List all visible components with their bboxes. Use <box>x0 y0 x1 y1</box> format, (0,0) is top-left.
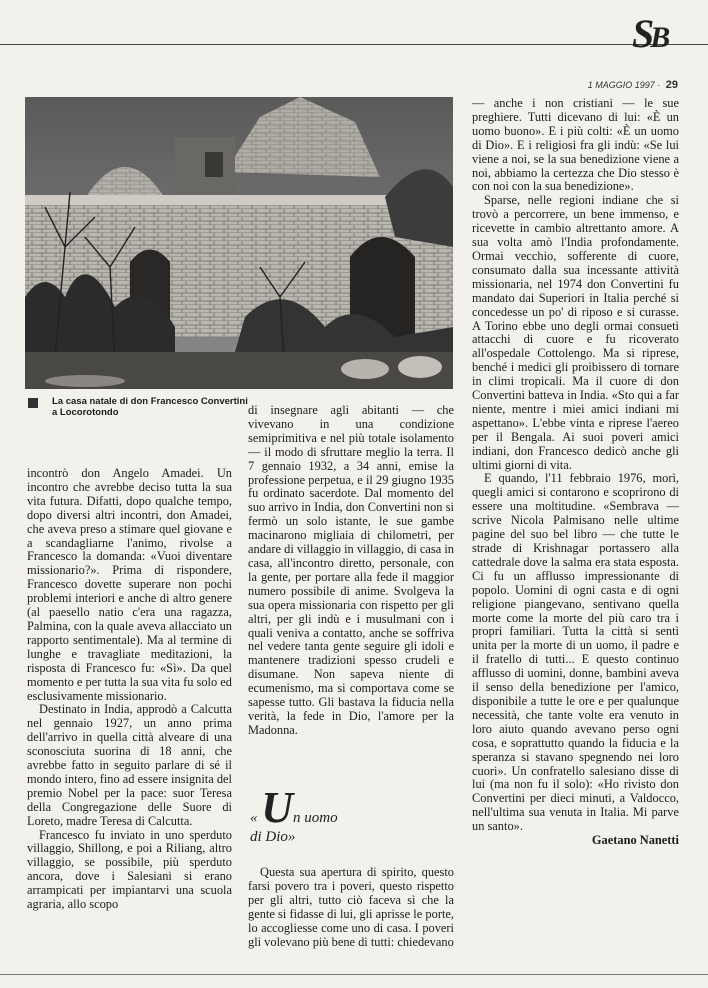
paragraph: incontrò don Angelo Amadei. Un incontro che avrebbe deciso tutta la sua vita futura. Difatti, dopo qualche tempo, dopo diversi altri incontri, don Amadei, che aveva preso a stimare quel giovane e a scandagliarne l'animo, rivolse a Francesco la domanda: «Vuoi diventare missionario?». Prima di rispondere, Francesco dovette superare non pochi problemi interiori e anche di altro genere (al paesello natio c'era una ragazza, Palmina, con la quale aveva allacciato un rapporto sentimentale). Ma al termine di lunghe e travagliate meditazioni, la risposta di Francesco fu: «Sì». Da quel momento e per tutta la sua vita fu solo ed esclusivamente missionario. <box>27 466 232 703</box>
article-column-1 <box>27 467 232 912</box>
article-column-2-bottom <box>248 866 454 949</box>
photo-caption: La casa natale di don Francesco Convertini a Locorotondo <box>52 396 248 418</box>
author-signature: Gaetano Nanetti <box>591 833 679 848</box>
page-number: 29 <box>665 79 678 91</box>
paragraph: Sparse, nelle regioni indiane che si trovò a percorrere, un bene immenso, e ricevette in cambio altrettanto amore. A sua volta amò l'India profondamente. Ormai vecchio, sofferente di cuore, consumato dalla sua incessante attività missionaria, nel 1974 don Convertini fu mandato dai Superiori in Italia perché si concedesse un po' di riposo e si curasse. A Torino ebbe uno degli ormai consueti attacchi di cuore e fu ricoverato all'ospedale Cottolengo. Ma si riprese, benché i medici gli proibissero di tornare in climi tropicali. Ma il cuore di don Convertini batteva in India. «Sto qui a far niente, mentre i miei amici indiani mi aspettano». L'ebbe vinta e riprese l'aereo per il Bengala. Ai suoi poveri amici indiani, don Francesco dedicò anche gli ultimi giorni di vita. <box>472 193 679 472</box>
paragraph: di insegnare agli abitanti — che vivevano in una condizione semiprimitiva e nel più totale isolamento — il modo di sfruttare meglio la terra. Il 7 gennaio 1932, a 34 anni, emise la professione perpetua, e il 29 giugno 1935 fu ordinato sacerdote. Dal momento del suo arrivo in India, don Convertini non si fermò un solo istante, le sue gambe macinarono migliaia di chilometri, per andare di villaggio in villaggio, di casa in casa, all'incontro diretto, personale, con la gente, per portare alla fede il maggior numero possibile di anime. Svolgeva la sua opera missionaria con rispetto per gli altri, per gli indù e i musulmani con i quali veniva a contatto, anche se soffriva nel vedere tanta gente seguire gli idoli e mantenere tradizioni spesso crudeli e disumane. Non sapeva niente di ecumenismo, ma si comportava come se sapesse tutto. Gli bastava la fiducia nella verità, la fede in Dio, l'amore per la Madonna. <box>248 403 454 737</box>
paragraph: E quando, l'11 febbraio 1976, morì, quegli amici si contarono e scoprirono di essere una moltitudine. «Sembrava — scrive Nicola Palmisano nelle ultime pagine del suo bel libro — che tutte le strade di Krishnagar portassero alla cattedrale dove la salma era stata esposta. Ci fu un afflusso impressionante di popolo. Uomini di ogni casta e di ogni religione piangevano, sentivano quella morte come la morte del più caro tra i propri familiari. Tutta la città si sentì unita per la morte di un uomo, il padre e il fratello di tutti... E questo continuo afflusso di uomini, donne, bambini aveva il senso della benedizione per l'amico, disponibile a tutte le ore e per qualunque necessità, che tante volte era venuto in loro aiuto quando avevano perso ogni cosa, e soprattutto quando la fiducia e la speranza si stavano spegnendo nei loro cuori». Un confratello salesiano disse di lui (ma non fu il solo): «Ho rivisto don Convertini per dieci minuti, a Valdocco, nell'ultima sua venuta in Italia. Mi parve un santo». <box>472 471 679 834</box>
paragraph: Francesco fu inviato in uno sperduto villaggio, Shillong, e poi a Riliang, altro villaggio, se possibile, più sperduto ancora, dove i Salesiani si erano arrampicati per impiantarvi una scuola agraria, allo scopo <box>27 827 232 912</box>
magazine-logo: SB <box>632 11 667 56</box>
dateline: 1 MAGGIO 1997 · 29 <box>587 79 678 91</box>
article-column-3 <box>472 97 679 848</box>
pull-quote: « Un uomo di Dio» <box>250 783 338 845</box>
paragraph: Questa sua apertura di spirito, questo farsi povero tra i poveri, questo rispetto per gli altri, tutto ciò faceva sì che la gente si fidasse di lui, gli aprisse le porte, lo accogliesse come uno di casa. I poveri gli volevano più bene di tutti: chiedevano <box>248 865 454 949</box>
header-rule <box>0 44 708 45</box>
paragraph: — anche i non cristiani — le sue preghiere. Tutti dicevano di lui: «È un uomo buono». E i più colti: «È un uomo di Dio». E i religiosi fra gli indù: «Se lui viene a noi, se la sua benedizione viene a noi, abbiamo la certezza che Dio stesso è con noi con la sua benedizione». <box>472 96 679 194</box>
house-photo <box>25 97 453 389</box>
article-column-2 <box>248 404 454 738</box>
footer-rule <box>0 974 708 975</box>
issue-date: 1 MAGGIO 1997 <box>587 80 655 90</box>
caption-marker <box>28 398 38 408</box>
paragraph: Destinato in India, approdò a Calcutta nel gennaio 1927, un anno prima dell'arrivo in quella città alveare di una sconosciuta suorina di 18 anni, che avrebbe fatto in seguito parlare di sé il mondo intero, fino ad essere insignita del premio Nobel per la pace: suor Teresa della Congregazione delle Suore di Loreto, madre Teresa di Calcutta. <box>27 702 232 828</box>
